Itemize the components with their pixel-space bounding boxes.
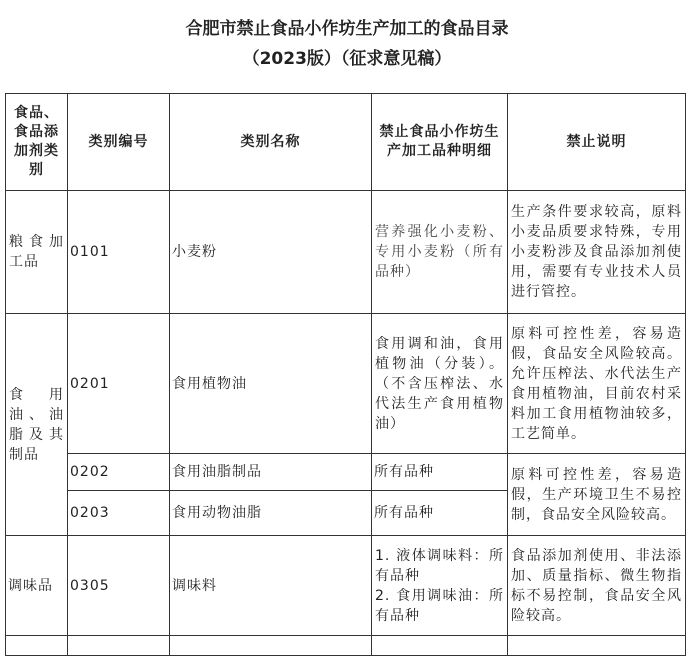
header-forbidden: 禁止食品小作坊生产加工品种明细 — [372, 94, 508, 191]
cell-empty — [68, 636, 170, 656]
cell-empty — [372, 636, 508, 656]
cell-name: 食用植物油 — [170, 314, 372, 454]
cell-note: 原料可控性差，容易造假，食品安全风险较高。允许压榨法、水代法生产食用植物油，目前农村采料加工食用植物油较多，工艺简单。 — [508, 314, 686, 454]
cell-name: 小麦粉 — [170, 191, 372, 314]
table-header-row — [6, 94, 686, 191]
table-row — [6, 314, 686, 454]
cell-empty — [6, 636, 68, 656]
cell-empty — [508, 636, 686, 656]
document-subtitle: （2023版）（征求意见稿） — [242, 49, 452, 69]
table-row — [6, 636, 686, 656]
cell-name: 调味料 — [170, 536, 372, 636]
cell-name: 食用动物油脂 — [170, 491, 372, 536]
cell-category: 调味品 — [6, 536, 68, 636]
header-code: 类别编号 — [68, 94, 170, 191]
cell-forbidden: 食用调和油，食用植物油（分装）。（不含压榨法、水代法生产食用植物油） — [372, 314, 508, 454]
cell-forbidden: 所有品种 — [372, 491, 508, 536]
cell-note: 生产条件要求较高，原料小麦品质要求特殊，专用小麦粉涉及食品添加剂使用，需要有专业技术人员进行管控。 — [508, 191, 686, 314]
table-row — [6, 454, 686, 491]
header-note: 禁止说明 — [508, 94, 686, 191]
cell-code: 0202 — [68, 454, 170, 491]
cell-note: 食品添加剂使用、非法添加、质量指标、微生物指标不易控制，食品安全风险较高。 — [508, 536, 686, 636]
table-row — [6, 191, 686, 314]
cell-note: 原料可控性差，容易造假，生产环境卫生不易控制，食品安全风险较高。 — [508, 454, 686, 536]
cell-forbidden: 所有品种 — [372, 454, 508, 491]
food-catalog-table — [5, 93, 686, 656]
cell-category: 粮食加工品 — [6, 191, 68, 314]
table-row — [6, 536, 686, 636]
header-name: 类别名称 — [170, 94, 372, 191]
cell-category: 食用油、油脂及其制品 — [6, 314, 68, 536]
cell-forbidden: 营养强化小麦粉、专用小麦粉（所有品种） — [372, 191, 508, 314]
cell-name: 食用油脂制品 — [170, 454, 372, 491]
cell-code: 0203 — [68, 491, 170, 536]
cell-forbidden — [372, 536, 508, 636]
header-category: 食品、食品添加剂类别 — [6, 94, 68, 191]
cell-empty — [170, 636, 372, 656]
forbidden-item-2: 2. 食用调味油：所有品种 — [375, 587, 504, 624]
cell-code: 0305 — [68, 536, 170, 636]
cell-code: 0201 — [68, 314, 170, 454]
cell-code: 0101 — [68, 191, 170, 314]
document-title: 合肥市禁止食品小作坊生产加工的食品目录 — [185, 19, 509, 39]
forbidden-item-1: 1. 液体调味料：所有品种 — [375, 547, 504, 584]
